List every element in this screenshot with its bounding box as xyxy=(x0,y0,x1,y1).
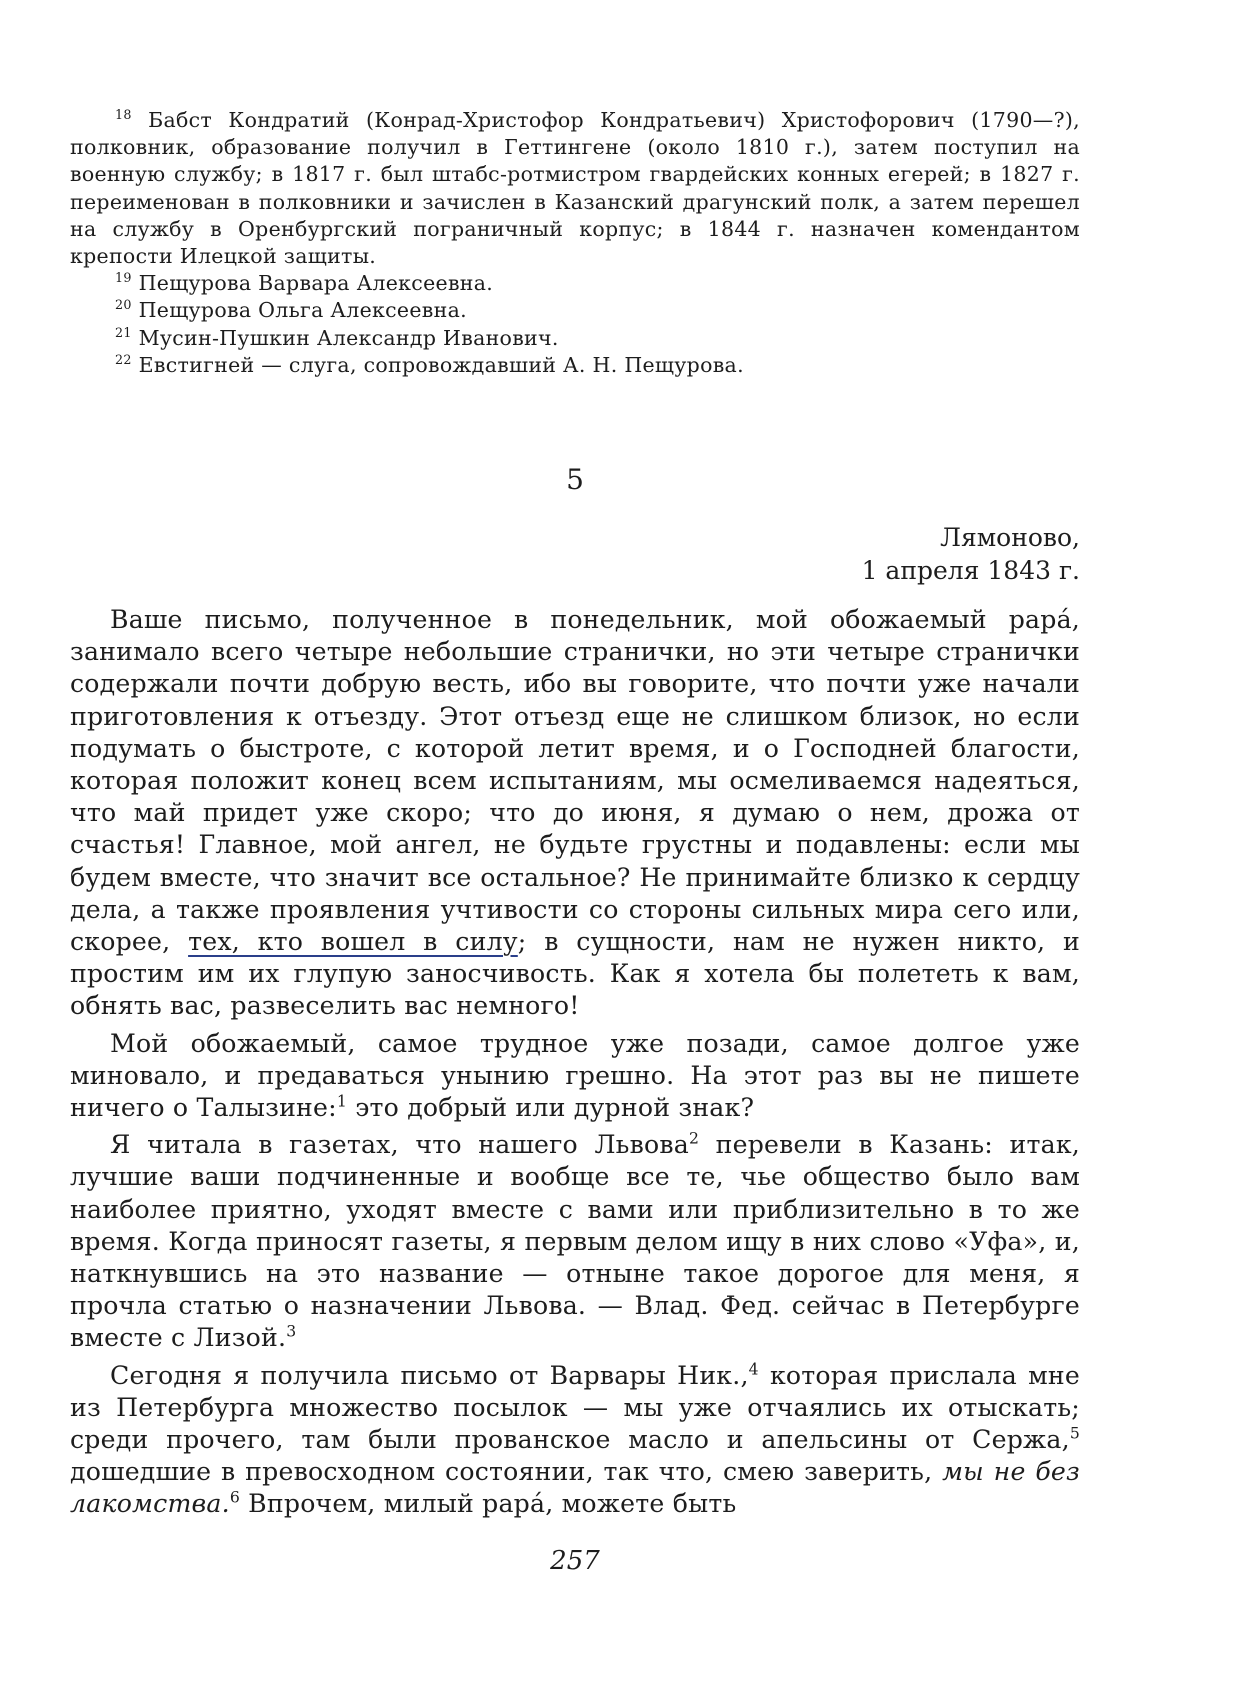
text-run: это добрый или дурной знак? xyxy=(346,1093,755,1123)
footnote-number: 19 xyxy=(115,270,132,286)
footnote-text: Бабст Кондратий (Конрад-Христофор Кондратьевич) Христофорович (1790—?), полковник, образование получил в Геттингене (около 1810 г.), затем поступил на военную службу; в 1817 г. был штабс-ротмистром гвардейских конных егерей; в 1827 г. переименован в полковники и зачислен в Казанский драгунский полк, а затем перешел на службу в Оренбургский пограничный корпус; в 1844 г. назначен комендантом крепости Илецкой защиты. xyxy=(70,108,1080,269)
text-run: Мой обожаемый, самое трудное уже позади, самое долгое уже миновало, и предаваться унынию грешно. На этот раз вы не пишете ничего о Талызине: xyxy=(70,1028,1080,1123)
letter-body xyxy=(70,604,1080,1526)
footnote-19 xyxy=(70,270,1080,297)
note-ref-6: 6 xyxy=(229,1489,240,1508)
text-run: Сегодня я получила письмо от Варвары Ник., xyxy=(110,1360,749,1390)
note-ref-1: 1 xyxy=(336,1092,347,1111)
note-ref-2: 2 xyxy=(688,1129,700,1148)
note-ref-4: 4 xyxy=(748,1360,759,1379)
text-run: Ваше письмо, полученное в понедельник, мой обожаемый papá, занимало всего четыре небольшие странички, но эти четыре странички содержали почти добрую весть, ибо вы говорите, что почти уже начали приготовления к отъезду. Этот отъезд еще не слишком близок, но если подумать о быстроте, с которой летит время, и о Господней благости, которая положит конец всем испытаниям, мы осмеливаемся надеяться, что май придет уже скоро; что до июня, я думаю о нем, дрожа от счастья! Главное, мой ангел, не будьте грустны и подавлены: если мы будем вместе, что значит все остальное? Не принимайте близко к сердцу дела, а также проявления учтивости со стороны сильных мира сего или, скорее, xyxy=(70,605,1080,957)
text-run: ; в сущности, нам не нужен никто, и простим им их глупую заносчивость. Как я хотела бы полететь к вам, обнять вас, развеселить вас немного! xyxy=(70,927,1080,1021)
page-number: 257 xyxy=(550,1546,600,1576)
letter-date: 1 апреля 1843 г. xyxy=(861,556,1080,585)
letter-place: Лямоново, xyxy=(940,523,1080,552)
letter-dateline xyxy=(862,521,1080,587)
text-run: дошедшие в превосходном состоянии, так что, смею заверить, xyxy=(70,1457,943,1487)
text-run: Впрочем, милый papá, можете быть xyxy=(239,1489,737,1519)
paragraph xyxy=(70,1028,1080,1125)
footnote-text: Евстигней — слуга, сопровождавший А. Н. Пещурова. xyxy=(138,352,744,377)
italic-phrase: мы не без лакомства. xyxy=(70,1457,1080,1519)
paragraph xyxy=(70,1360,1080,1521)
footnote-text: Пещурова Варвара Алексеевна. xyxy=(138,271,494,296)
footnote-18 xyxy=(70,107,1080,270)
footnote-text: Мусин-Пушкин Александр Иванович. xyxy=(138,325,559,350)
text-run: перевели в Казань: итак, лучшие ваши подчиненные и вообще все те, чье общество было вам наиболее приятно, уходят вместе с вами или приблизительно в то же время. Когда приносят газеты, я первым делом ищу в них слово «Уфа», и, наткнувшись на это название — отныне такое дорогое для меня, я прочла статью о назначении Львова. — Влад. Фед. сейчас в Петербурге вместе с Лизой. xyxy=(70,1130,1080,1353)
footnote-number: 18 xyxy=(115,107,132,123)
footnote-text: Пещурова Ольга Алексеевна. xyxy=(138,298,467,323)
footnote-22 xyxy=(70,352,1080,379)
note-ref-5: 5 xyxy=(1069,1424,1080,1443)
underlined-phrase: тех, кто вошел в силу xyxy=(188,927,518,957)
footnote-number: 20 xyxy=(115,297,132,313)
text-run: Я читала в газетах, что нашего Львова xyxy=(110,1130,689,1160)
footnote-number: 21 xyxy=(115,324,132,340)
footnote-21 xyxy=(70,325,1080,352)
text-run: которая прислала мне из Петербурга множество посылок — мы уже отчаялись их отыскать; среди прочего, там были прованское масло и апельсины от Сержа, xyxy=(70,1360,1080,1455)
paragraph xyxy=(70,604,1080,1023)
note-ref-3: 3 xyxy=(286,1323,297,1342)
footnote-number: 22 xyxy=(115,352,132,367)
letter-number: 5 xyxy=(566,463,584,496)
footnote-20 xyxy=(70,297,1080,324)
book-page xyxy=(70,0,1080,1695)
footnotes xyxy=(70,107,1080,379)
paragraph xyxy=(70,1129,1080,1354)
